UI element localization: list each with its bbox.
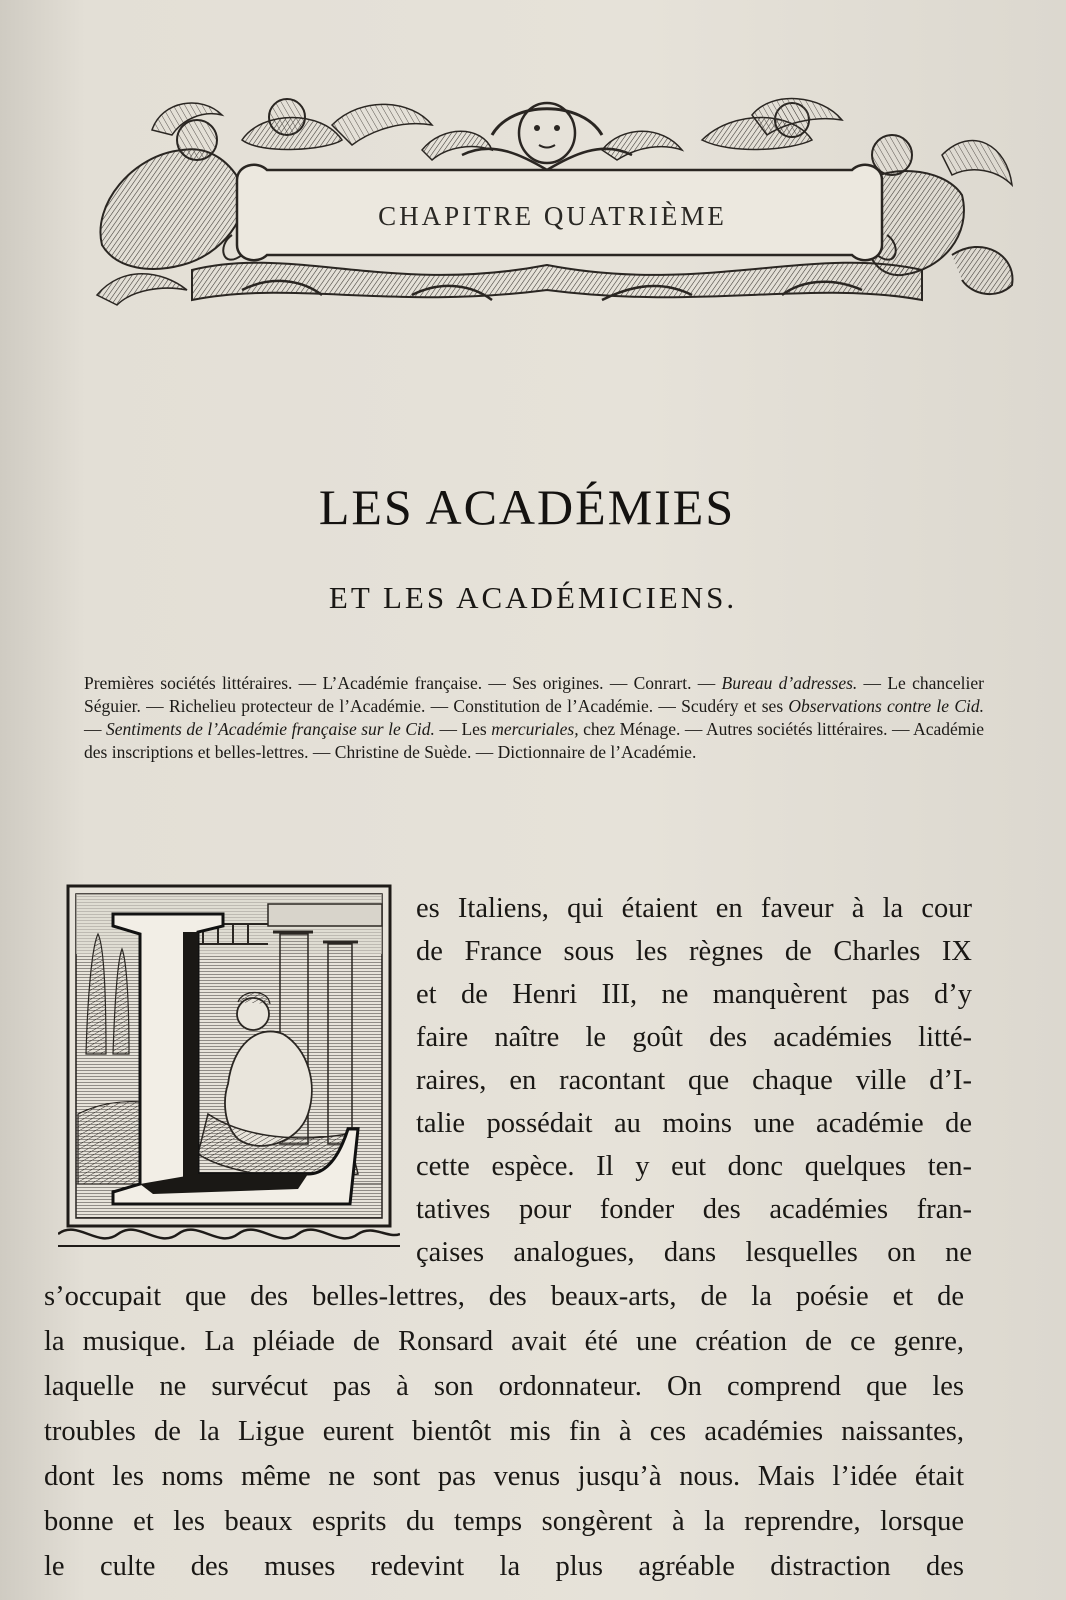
ornamental-initial-icon — [58, 884, 400, 1256]
body-line: raires, en racontant que chaque ville d’I- — [416, 1065, 972, 1096]
chapter-label: CHAPITRE QUATRIÈME — [378, 201, 727, 231]
body-line: le culte des muses redevint la plus agréable distraction des — [44, 1551, 964, 1582]
body-line: dont les noms même ne sont pas venus jusqu’à nous. Mais l’idée était — [44, 1461, 964, 1492]
body-line: çaises analogues, dans lesquelles on ne — [416, 1237, 972, 1268]
body-line: bonne et les beaux esprits du temps songèrent à la reprendre, lorsque — [44, 1506, 964, 1537]
summary-run: Premières sociétés littéraires. — L’Académie française. — Ses origines. — Conrart. — — [84, 673, 722, 693]
drop-cap-initial — [58, 884, 400, 1256]
body-line: troubles de la Ligue eurent bientôt mis fin à ces académies naissantes, — [44, 1416, 964, 1447]
body-line: cette espèce. Il y eut donc quelques ten- — [416, 1151, 972, 1182]
page-title: LES ACADÉMIES — [318, 479, 736, 535]
page-subtitle: ET LES ACADÉMICIENS. — [328, 580, 738, 615]
summary-italic-run: Bureau d’adresses. — [721, 673, 858, 693]
body-line: de France sous les règnes de Charles IX — [416, 936, 972, 967]
summary-italic-run: Observations contre le Cid. — [788, 696, 984, 716]
body-line: talie possédait au moins une académie de — [416, 1108, 972, 1139]
summary-run: — Les — [434, 719, 492, 739]
summary-run: — — [84, 719, 107, 739]
summary-italic-run: mercuriales, — [491, 719, 579, 739]
body-line: faire naître le goût des académies litté- — [416, 1022, 972, 1053]
body-line: laquelle ne survécut pas à son ordonnateur. On comprend que les — [44, 1371, 964, 1402]
body-line: la musique. La pléiade de Ronsard avait été une création de ce genre, — [44, 1326, 964, 1357]
body-line: tatives pour fonder des académies fran- — [416, 1194, 972, 1225]
body-line: et de Henri III, ne manquèrent pas d’y — [416, 979, 972, 1010]
body-line: es Italiens, qui étaient en faveur à la cour — [416, 893, 972, 924]
summary-run: chez Ménage. — Autres sociétés littéraires. — Académie des inscriptions et belles-lettres. — Christine de Suède. — Dictionnaire de l’Académie. — [84, 719, 984, 762]
chapter-summary — [84, 672, 984, 764]
summary-run: — Le chancelier Séguier. — Richelieu protecteur de l’Académie. — Constitution de l’Académie. — Scudéry et ses — [84, 673, 984, 716]
body-line: s’occupait que des belles-lettres, des beaux-arts, de la poésie et de — [44, 1281, 964, 1312]
summary-italic-run: Sentiments de l’Académie française sur le Cid. — [106, 719, 435, 739]
